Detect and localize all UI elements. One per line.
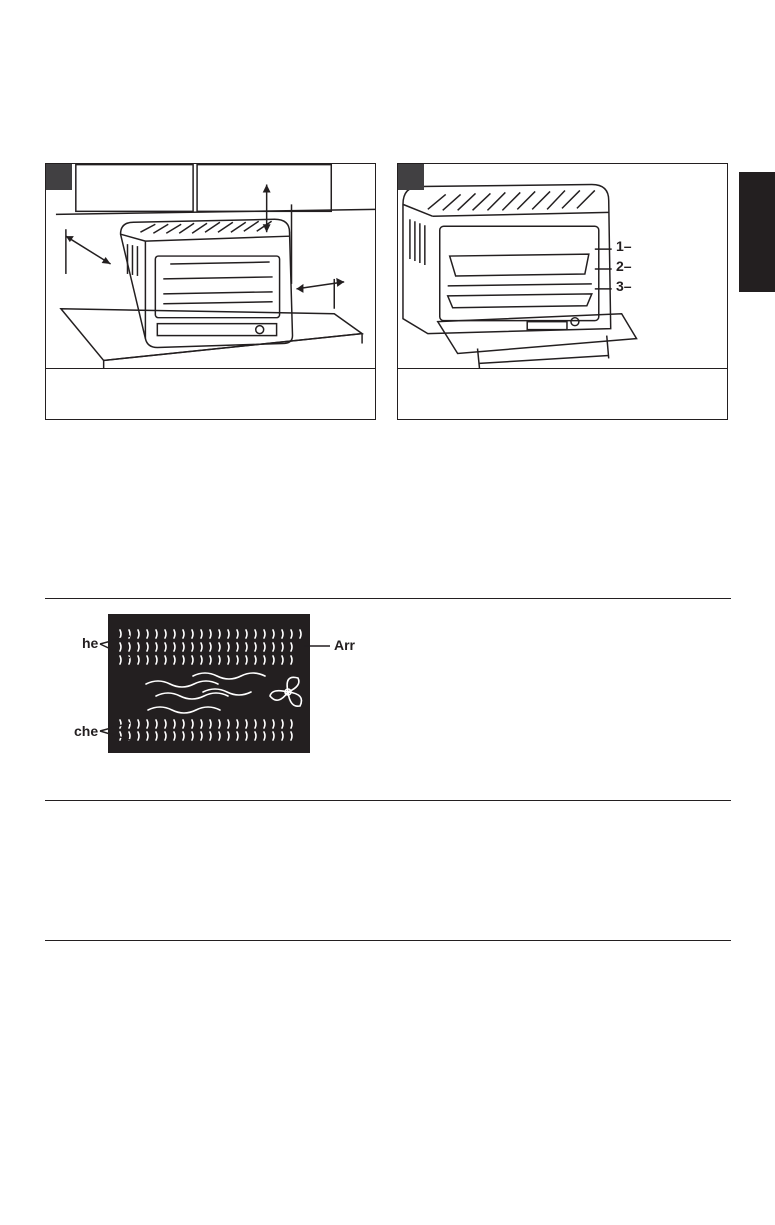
heating-element-top-label: he [82, 635, 99, 651]
figure-caption [398, 368, 727, 419]
figure-number-badge-icon [46, 164, 72, 190]
heating-element-bottom-label: che [74, 723, 99, 739]
language-section-tab [739, 172, 775, 292]
airflow-label: Arr [334, 637, 356, 653]
figure-number-badge-icon [398, 164, 424, 190]
figure-rack-positions [397, 163, 728, 420]
section-divider [45, 940, 731, 941]
oven-rack-positions-illustration [398, 164, 727, 369]
figure-caption [46, 368, 375, 419]
rack-position-2: 2– [616, 258, 632, 274]
section-divider [45, 800, 731, 801]
rack-position-1: 1– [616, 238, 632, 254]
section-divider [45, 598, 731, 599]
oven-clearance-illustration [46, 164, 375, 369]
callout-lines [0, 600, 775, 760]
rack-position-3: 3– [616, 278, 632, 294]
figure-oven-clearance [45, 163, 376, 420]
